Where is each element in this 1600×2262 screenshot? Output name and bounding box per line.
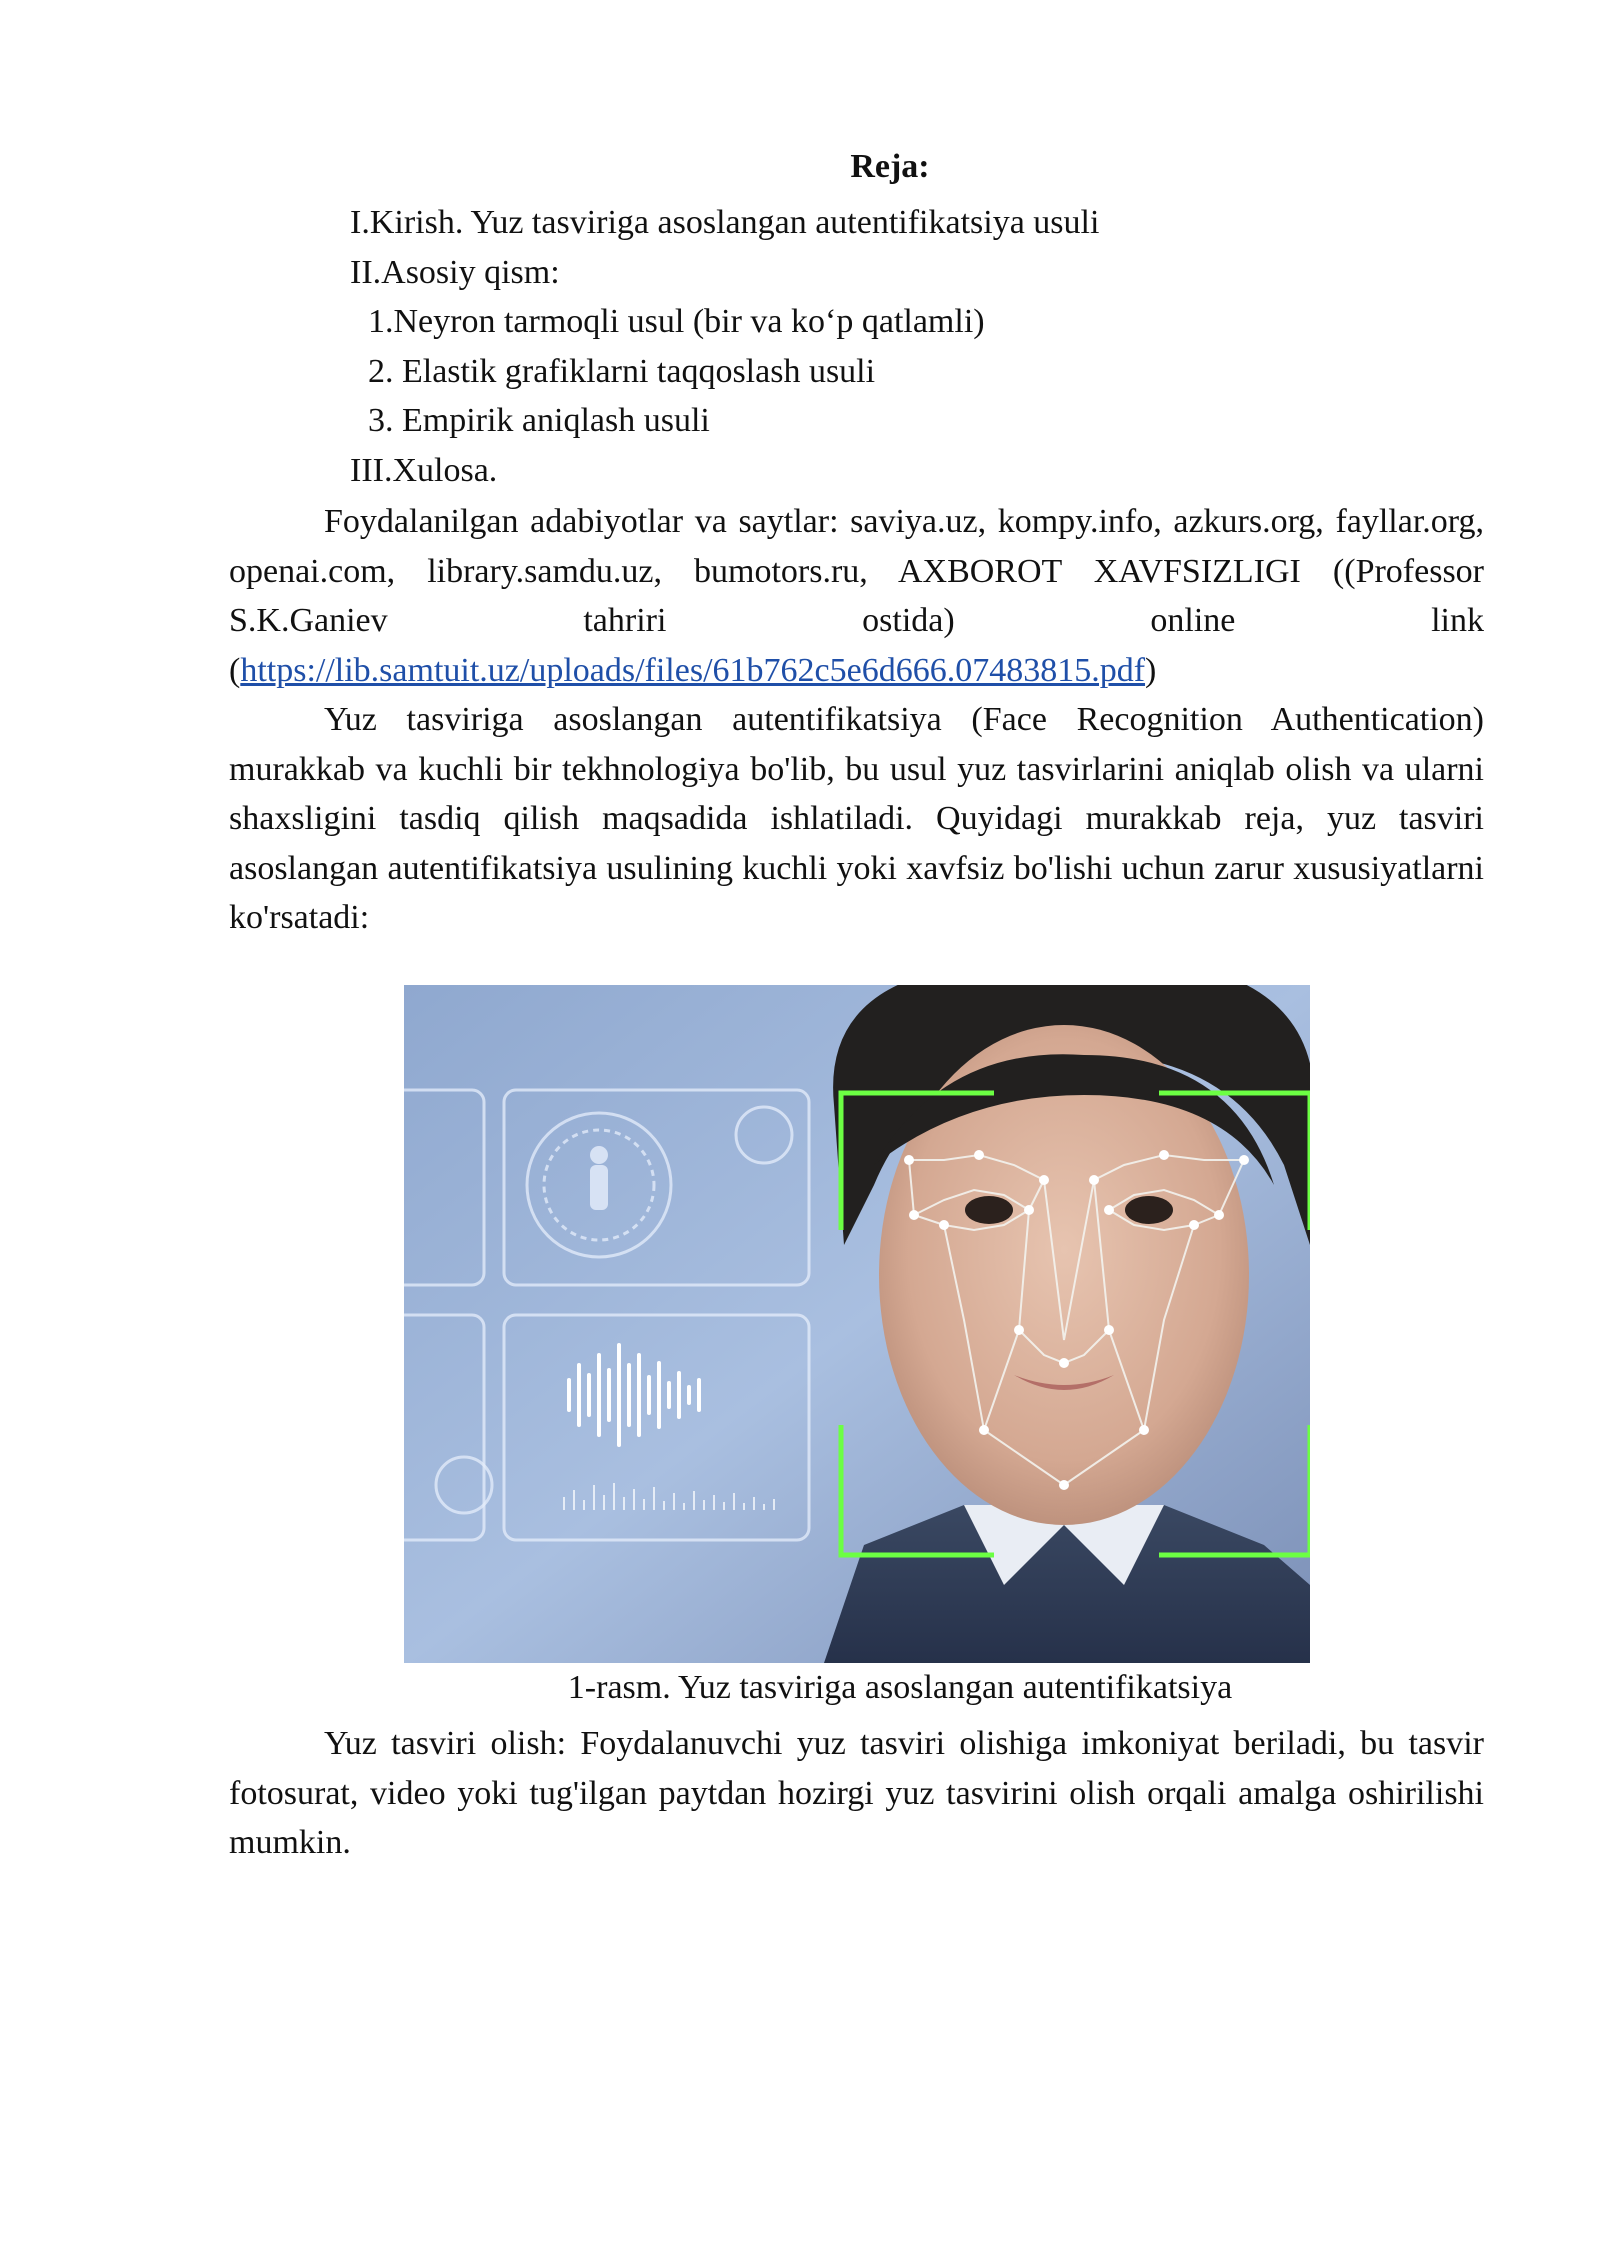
- references-paragraph: [229, 497, 1484, 695]
- figure-caption: 1-rasm. Yuz tasviriga asoslangan autentifikatsiya: [567, 1669, 1233, 1706]
- plan-item-intro: I.Kirish. Yuz tasviriga asoslangan autentifikatsiya usuli: [350, 204, 1100, 241]
- plan-subitem-1: 1.Neyron tarmoqli usul (bir va ko‘p qatlamli): [368, 303, 985, 340]
- capture-paragraph-text: Yuz tasviri olish: Foydalanuvchi yuz tasviri olishiga imkoniyat beriladi, bu tasvir fotosurat, video yoki tug'ilgan paytdan hozirgi yuz tasvirini olish orqali amalga oshirilishi mumkin.: [229, 1725, 1484, 1861]
- plan-subitem-2: 2. Elastik grafiklarni taqqoslash usuli: [368, 352, 876, 390]
- references-suffix: ): [1145, 651, 1157, 689]
- intro-paragraph-text: Yuz tasviriga asoslangan autentifikatsiya (Face Recognition Authentication) murakkab va kuchli bir tekhnologiya bo'lib, bu usul yuz tasvirlarini aniqlab olish va ularni shaxsligini tasdiq qilish maqsadida ishlatiladi. Quyidagi murakkab reja, yuz tasviri asoslangan autentifikatsiya usulining kuchli yoki xavfsiz bo'lishi uchun zarur xususiyatlarni ko'rsatadi:: [229, 701, 1484, 936]
- plan-subitem-3: 3. Empirik aniqlash usuli: [368, 402, 710, 439]
- face-recognition-figure: [404, 985, 1310, 1663]
- capture-paragraph: [229, 1719, 1484, 1868]
- intro-paragraph: [229, 695, 1484, 943]
- plan-list: [350, 198, 1099, 495]
- references-link[interactable]: https://lib.samtuit.uz/uploads/files/61b762c5e6d666.07483815.pdf: [240, 651, 1146, 689]
- references-text: Foydalanilgan adabiyotlar va saytlar: saviya.uz, kompy.info, azkurs.org, fayllar.org, openai.com, library.samdu.uz, bumotors.ru, AXBOROT XAVFSIZLIGI ((Professor S.K.Ganiev tahriri ostida) online link (: [229, 503, 1484, 689]
- plan-title: Reja:: [850, 148, 930, 185]
- plan-item-conclusion: III.Xulosa.: [350, 451, 498, 489]
- face-recognition-image: [404, 985, 1310, 1663]
- plan-item-main: II.Asosiy qism:: [350, 253, 560, 291]
